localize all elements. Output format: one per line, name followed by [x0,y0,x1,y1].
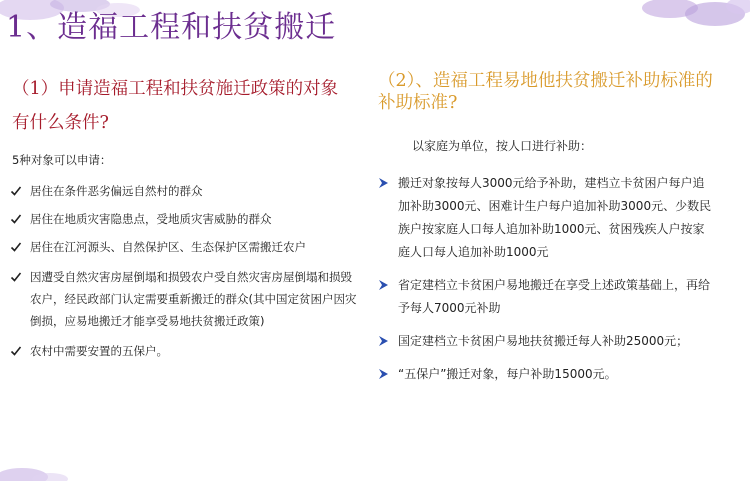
right-intro: 以家庭为单位，按人口进行补助： [412,139,593,153]
list-item-text: 国定建档立卡贫困户易地扶贫搬迁每人补助25000元； [398,334,689,348]
right-subsidy-list [376,172,716,396]
list-item-text: 省定建档立卡贫困户易地搬迁在享受上述政策基础上，再给予每人7000元补助 [398,278,711,315]
list-item-text: “五保户”搬迁对象，每户补助15000元。 [398,367,617,381]
arrow-icon [378,177,389,189]
list-item [376,172,716,264]
left-condition-list [10,180,358,368]
list-item-text: 居住在地质灾害隐患点，受地质灾害威胁的群众 [30,212,272,226]
list-item [376,274,716,320]
list-item [10,180,358,202]
list-item-text: 居住在条件恶劣偏远自然村的群众 [30,184,203,198]
leaf-decoration-bottom-left [0,457,70,481]
list-item [10,236,358,258]
list-item [10,208,358,230]
arrow-icon [378,279,389,291]
list-item [10,340,358,362]
list-item-text: 搬迁对象按每人3000元给予补助，建档立卡贫困户每户追加补助3000元、困难计生户每户追加补助3000元、少数民族户按家庭人口每人追加补助1000元、贫困残疾人户按家庭人口每人追加补助1000元 [398,176,712,259]
list-item [376,363,716,386]
check-icon [10,213,22,225]
arrow-icon [378,368,389,380]
left-intro: 5种对象可以申请： [12,153,112,167]
list-item [10,266,358,332]
list-item-text: 居住在江河源头、自然保护区、生态保护区需搬迁农户 [30,240,306,254]
check-icon [10,271,22,283]
list-item-text: 因遭受自然灾害房屋倒塌和损毁农户受自然灾害房屋倒塌和损毁农户，经民政部门认定需要重新搬迁的群众(其中国定贫困户因灾倒损，应易地搬迁才能享受易地扶贫搬迁政策) [30,270,357,328]
arrow-icon [378,335,389,347]
check-icon [10,185,22,197]
check-icon [10,345,22,357]
left-heading: （1）申请造福工程和扶贫施迁政策的对象有什么条件? [12,79,339,133]
page-title: 1、造福工程和扶贫搬迁 [6,10,337,45]
check-icon [10,241,22,253]
list-item-text: 农村中需要安置的五保户。 [30,344,168,358]
leaf-decoration-top-right [610,0,750,36]
list-item [376,330,716,353]
right-heading: （2）、造福工程易地他扶贫搬迁补助标准的补助标准? [378,71,713,113]
